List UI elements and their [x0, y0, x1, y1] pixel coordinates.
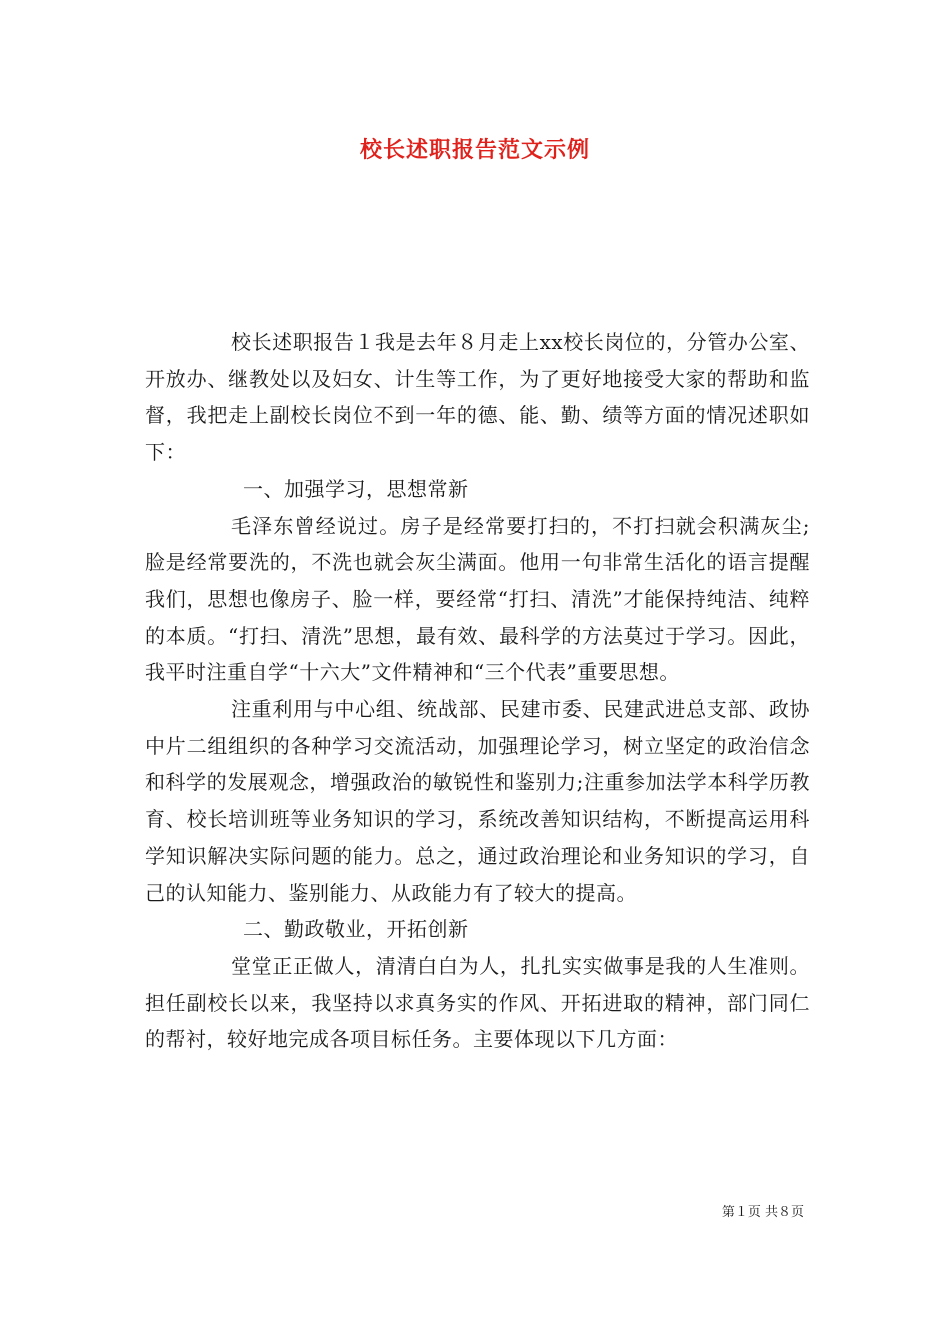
document-title: 校长述职报告范文示例 — [359, 137, 590, 163]
section-heading: 一、加强学习，思想常新 — [243, 476, 469, 501]
paragraph: 注重利用与中心组、统战部、民建市委、民建武进总支部、政协中片二组组织的各种学习交流活动，加强理论学习，树立坚定的政治信念和科学的发展观念，增强政治的敏锐性和鉴别力;注重参加法学本科学历教育、校长培训班等业务知识的学习，系统改善知识结构，不断提高运用科学知识解决实际问题的能力。总之，通过政治理论和业务知识的学习，自己的认知能力、鉴别能力、从政能力有了较大的提高。 — [145, 697, 810, 905]
paragraph: 毛泽东曾经说过。房子是经常要打扫的，不打扫就会积满灰尘;脸是经常要洗的，不洗也就会灰尘满面。他用一句非常生活化的语言提醒我们，思想也像房子、脸一样，要经常“打扫、清洗”才能保持纯洁、纯粹的本质。“打扫、清洗”思想，最有效、最科学的方法莫过于学习。因此，我平时注重自学“十六大”文件精神和“三个代表”重要思想。 — [145, 513, 810, 685]
paragraph: 堂堂正正做人，清清白白为人，扎扎实实做事是我的人生准则。担任副校长以来，我坚持以求真务实的作风、开拓进取的精神，部门同仁的帮衬，较好地完成各项目标任务。主要体现以下几方面： — [145, 953, 810, 1052]
paragraph: 校长述职报告１我是去年８月走上xx校长岗位的，分管办公室、开放办、继教处以及妇女、计生等工作，为了更好地接受大家的帮助和监督，我把走上副校长岗位不到一年的德、能、勤、绩等方面的情况述职如下： — [145, 330, 810, 465]
page-number-footer: 第１页 共８页 — [721, 1205, 804, 1220]
document-body — [145, 324, 810, 1058]
section-heading: 二、勤政敬业，开拓创新 — [243, 917, 469, 942]
